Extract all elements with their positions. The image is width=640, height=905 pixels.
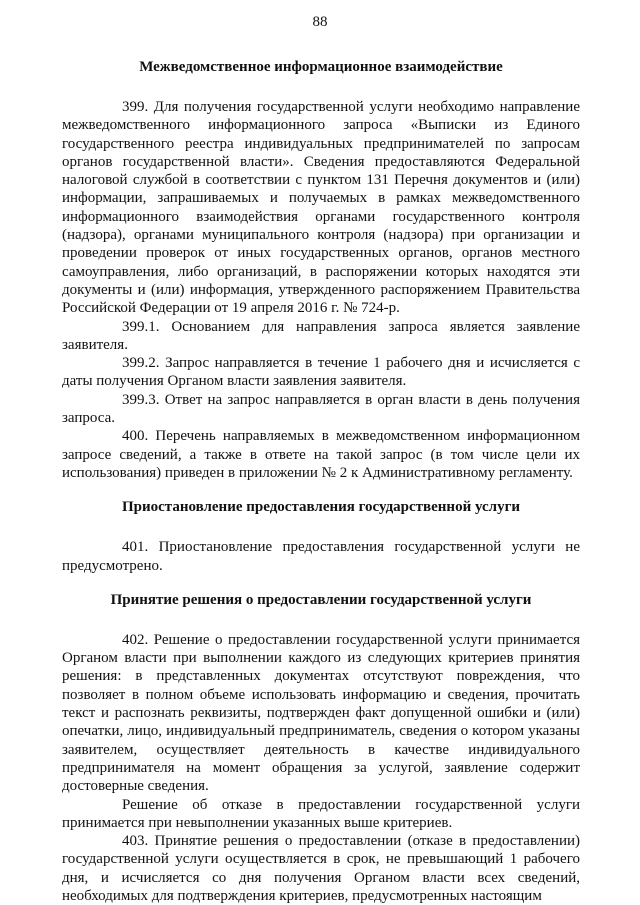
page-number: 88 bbox=[312, 14, 328, 30]
paragraph-refusal: Решение об отказе в предоставлении государственной услуги принимается при невыполнении указанных выше критериев. bbox=[62, 796, 580, 831]
paragraph-399-3: 399.3. Ответ на запрос направляется в орган власти в день получения запроса. bbox=[62, 391, 580, 427]
paragraph-399: 399. Для получения государственной услуги необходимо направление межведомственного информационного запроса «Выписки из Единого государственного реестра индивидуальных предпринимателей по запросам органов государственной власти». Сведения предоставляются Федеральной налоговой службой в соответствии с пунктом 131 Перечня документов и (или) информации, запрашиваемых и получаемых в рамках межведомственного информационного взаимодействия органами государственного контроля (надзора), органами муниципального контроля (надзора) при организации и проведении проверок от иных государственных органов, органов местного самоуправления, либо организаций, в распоряжении которых находятся эти документы и (или) информация, утвержденного распоряжением Правительства Российской Федерации от 19 апреля 2016 г. № 724-р. bbox=[62, 99, 580, 317]
paragraph-399-1: 399.1. Основанием для направления запроса является заявление заявителя. bbox=[62, 318, 580, 353]
paragraph-402: 402. Решение о предоставлении государственной услуги принимается Органом власти при выполнении каждого из следующих критериев принятия решения: в представленных документах отсутствуют повреждения, что позволяет в полном объеме использовать информацию и сведения, прочитать текст и распознать реквизиты, подтвержден факт допущенной ошибки и (или) опечатки, лицо, индивидуальный предприниматель, сведения о котором указаны заявителем, осуществляет деятельность в качестве индивидуального предпринимателя на момент обращения за услугой, заявление содержит достоверные сведения. bbox=[62, 631, 580, 795]
section-heading-decision: Принятие решения о предоставлении государственной услуги bbox=[110, 591, 532, 608]
paragraph-403: 403. Принятие решения о предоставлении (отказе в предоставлении) государственной услуги осуществляется в срок, не превышающий 1 рабочего дня, и исчисляется со дня получения Органом власти всех сведений, необходимых для подтверждения критериев, предусмотренных настоящим bbox=[62, 833, 580, 904]
document-body bbox=[62, 58, 580, 905]
paragraph-400: 400. Перечень направляемых в межведомственном информационном запросе сведений, а также в ответе на такой запрос (в том числе цели их использования) приведен в приложении № 2 к Административному регламенту. bbox=[62, 428, 580, 481]
paragraph-401: 401. Приостановление предоставления государственной услуги не предусмотрено. bbox=[62, 539, 580, 574]
paragraph-399-2: 399.2. Запрос направляется в течение 1 рабочего дня и исчисляется с даты получения Органом власти заявления заявителя. bbox=[62, 355, 580, 390]
section-heading-suspension: Приостановление предоставления государственной услуги bbox=[121, 499, 521, 516]
section-heading-interaction: Межведомственное информационное взаимодействие bbox=[139, 59, 503, 75]
